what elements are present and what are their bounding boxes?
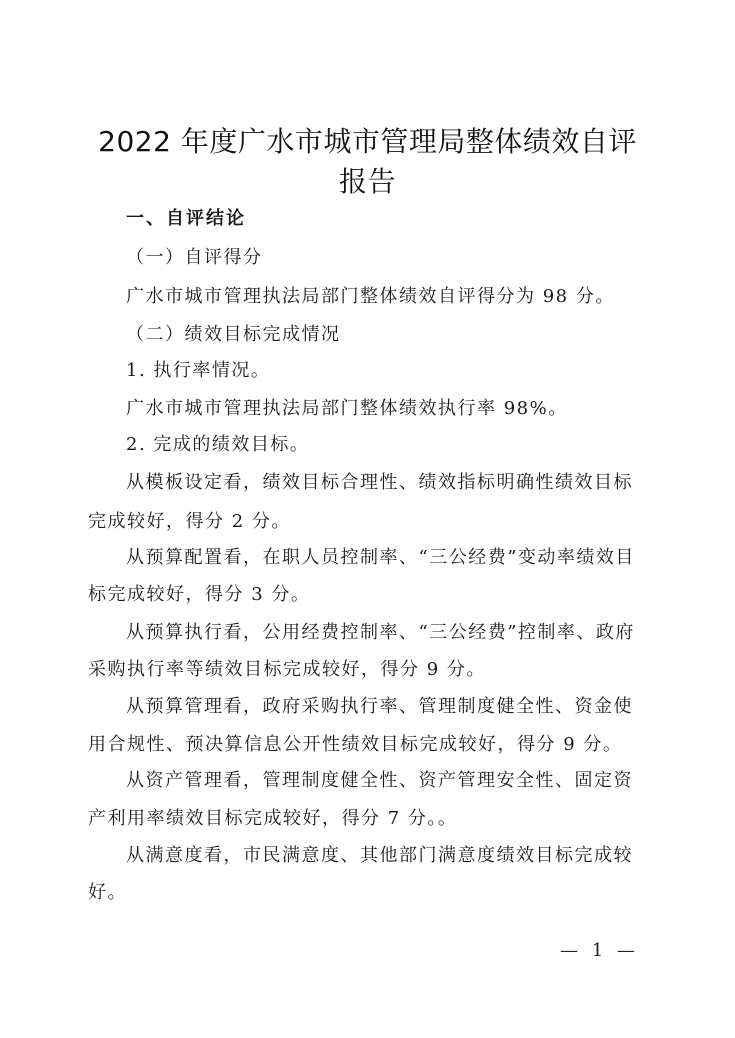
section-heading: 一、自评结论 <box>126 208 246 229</box>
paragraph-line: 广水市城市管理执法局部门整体绩效执行率 98%。 <box>126 398 568 419</box>
paragraph-line: 完成较好，得分 2 分。 <box>88 511 291 532</box>
paragraph-line: 从满意度看，市民满意度、其他部门满意度绩效目标完成较 <box>126 845 633 866</box>
page-number: — 1 — <box>560 940 639 961</box>
paragraph-line: 标完成较好，得分 3 分。 <box>88 584 311 605</box>
paragraph-line: 好。 <box>88 882 127 903</box>
paragraph-line: 从模板设定看，绩效目标合理性、绩效指标明确性绩效目标 <box>126 472 633 493</box>
paragraph-line: 从预算配置看，在职人员控制率、“三公经费”变动率绩效目 <box>126 547 635 568</box>
item-heading: 2. 完成的绩效目标。 <box>126 434 310 455</box>
paragraph-line: 从预算执行看，公用经费控制率、“三公经费”控制率、政府 <box>126 622 635 643</box>
item-heading: 1. 执行率情况。 <box>126 360 271 381</box>
subsection-heading: （一）自评得分 <box>126 247 263 268</box>
subsection-heading: （二）绩效目标完成情况 <box>126 324 341 345</box>
paragraph-line: 从预算管理看，政府采购执行率、管理制度健全性、资金使 <box>126 696 633 717</box>
paragraph-line: 广水市城市管理执法局部门整体绩效自评得分为 98 分。 <box>126 286 615 307</box>
paragraph-line: 用合规性、预决算信息公开性绩效目标完成较好，得分 9 分。 <box>88 734 623 755</box>
document-title-line-2: 报告 <box>338 165 396 198</box>
document-title-line-1: 2022 年度广水市城市管理局整体绩效自评 <box>98 125 637 158</box>
paragraph-line: 采购执行率等绩效目标完成较好，得分 9 分。 <box>88 659 486 680</box>
paragraph-line: 产利用率绩效目标完成较好，得分 7 分。。 <box>88 808 458 829</box>
paragraph-line: 从资产管理看，管理制度健全性、资产管理安全性、固定资 <box>126 770 633 791</box>
